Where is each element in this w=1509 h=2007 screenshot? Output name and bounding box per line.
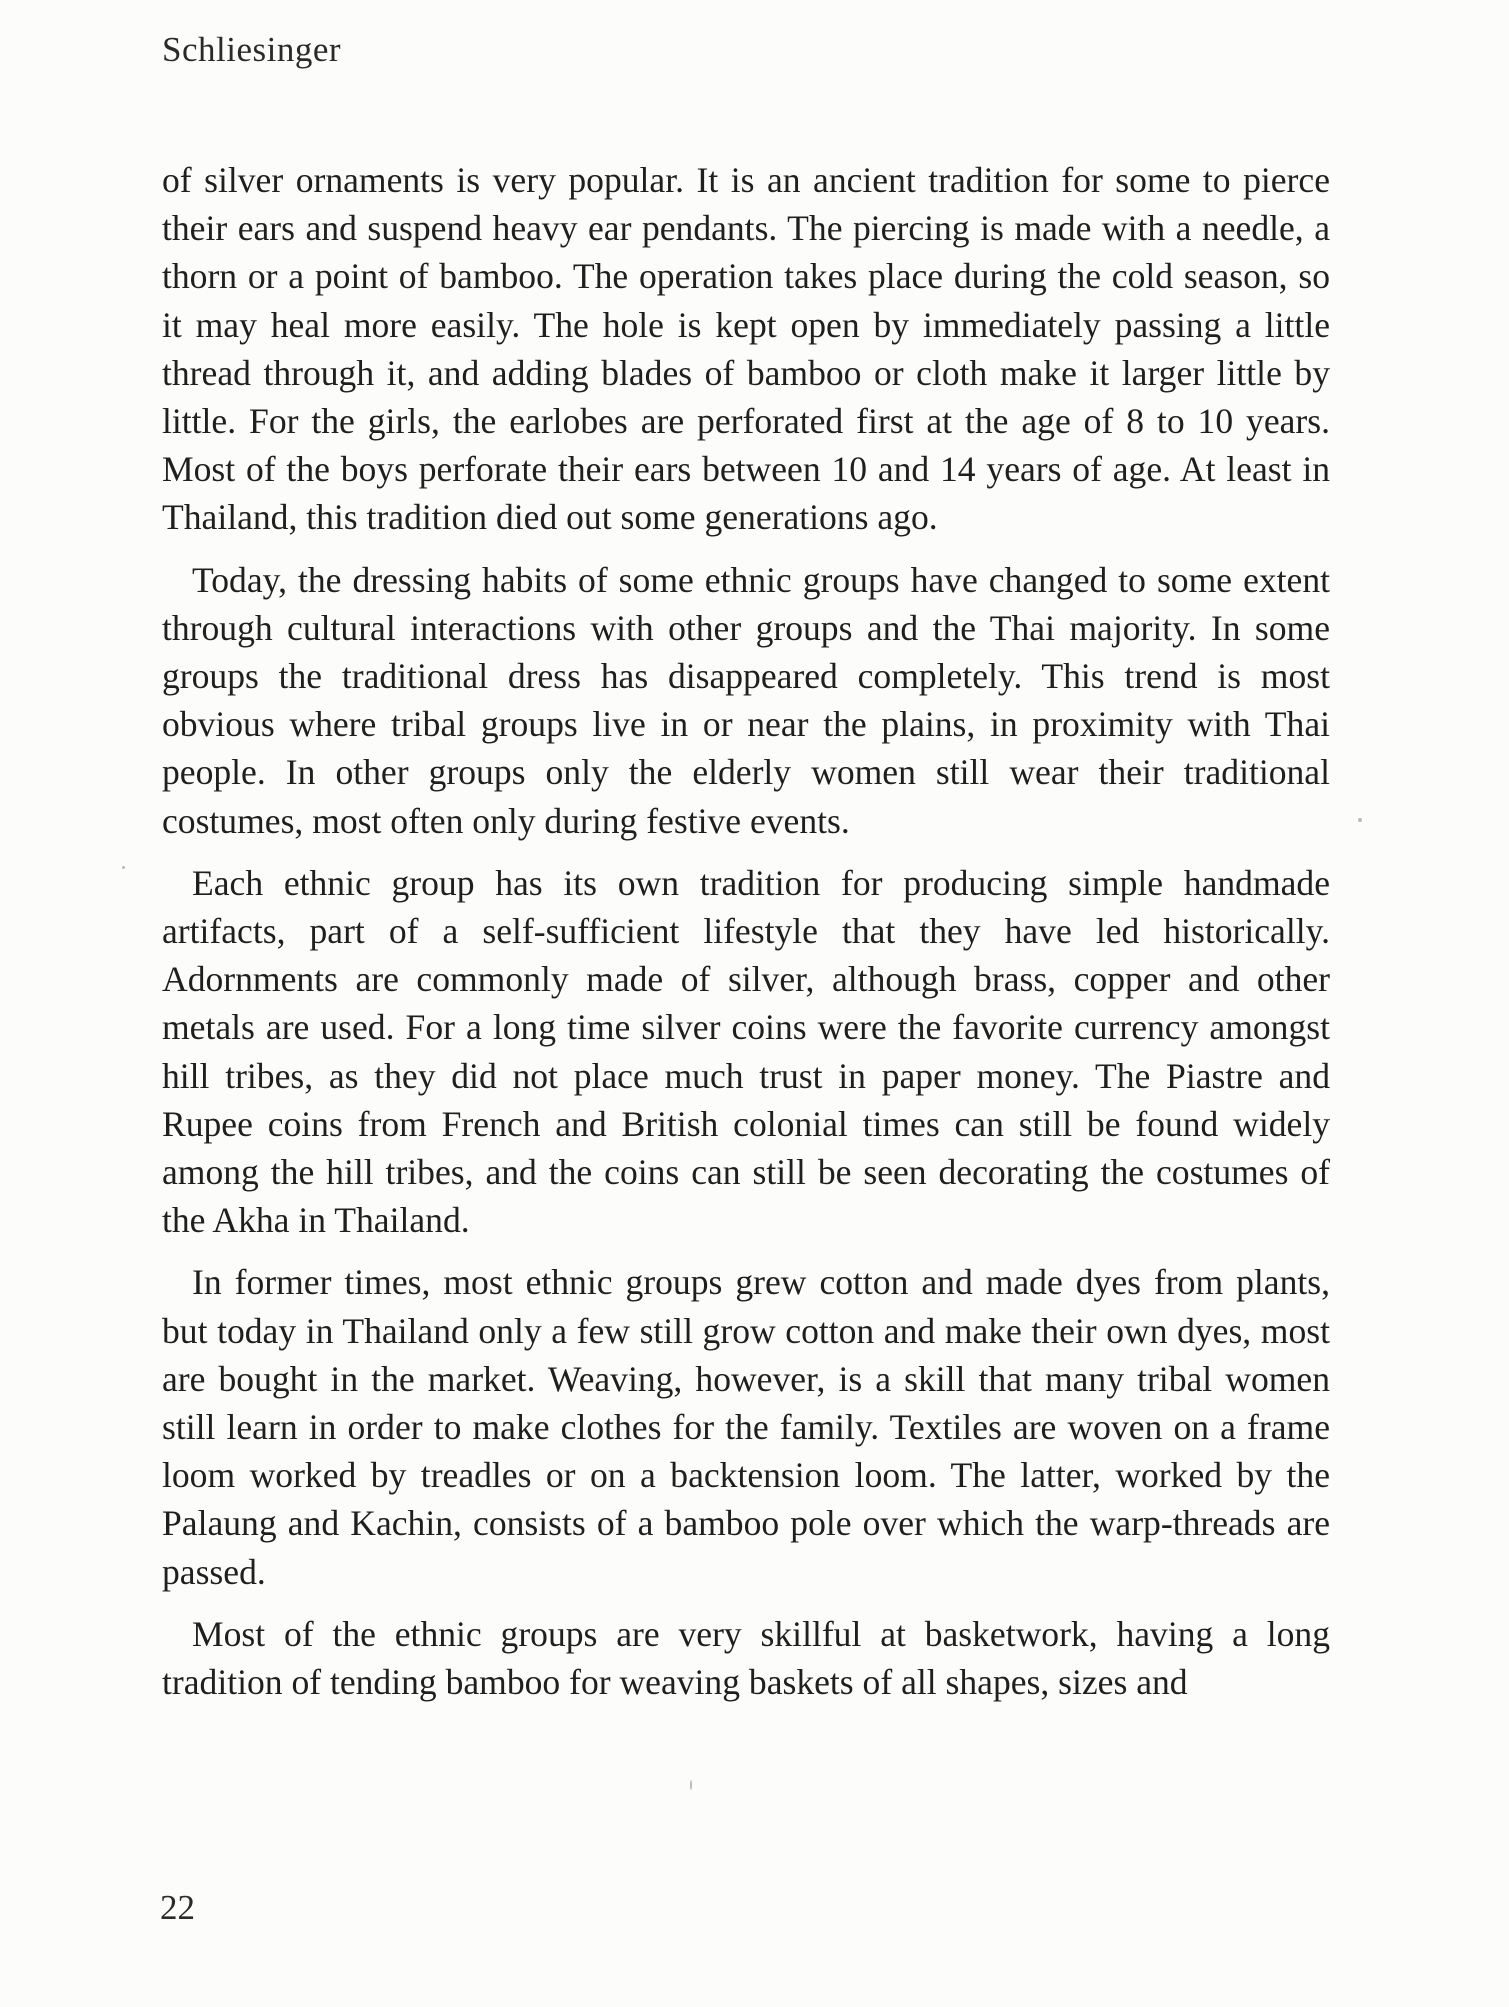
scan-speck bbox=[1358, 818, 1362, 822]
page-number: 22 bbox=[160, 1888, 195, 1927]
paragraph-handmade-artifacts: Each ethnic group has its own tradition for producing simple handmade artifacts, part of a self-sufficient lifestyle that they have led historically. Adornments are commonly made of silver, although brass, copper and other metals are used. For a long time silver coins were the favorite currency amongst hill tribes, as they did not place much trust in paper money. The Piastre and Rupee coins from French and British colonial times can still be found widely among the hill tribes, and the coins can still be seen decorating the costumes of the Akha in Thailand. bbox=[162, 862, 1330, 1241]
body-text bbox=[162, 156, 1330, 1720]
paragraph-weaving: In former times, most ethnic groups grew cotton and made dyes from plants, but today in Thailand only a few still grow cotton and make their own dyes, most are bought in the market. Weaving, however, is a skill that many tribal women still learn in order to make clothes for the family. Textiles are woven on a frame loom worked by treadles or on a backtension loom. The latter, worked by the Palaung and Kachin, consists of a bamboo pole over which the warp-threads are passed. bbox=[162, 1262, 1330, 1592]
paragraph-dressing-habits: Today, the dressing habits of some ethnic groups have changed to some extent through cultural interactions with other groups and the Thai majority. In some groups the traditional dress has disappeared completely. This trend is most obvious where tribal groups live in or near the plains, in proximity with Thai people. In other groups only the elderly women still wear their traditional costumes, most often only during festive events. bbox=[162, 559, 1330, 841]
scan-speck bbox=[122, 866, 125, 869]
running-header: Schliesinger bbox=[162, 30, 342, 69]
paragraph-continued: of silver ornaments is very popular. It is an ancient tradition for some to pierce their ears and suspend heavy ear pendants. The piercing is made with a needle, a thorn or a point of bamboo. The operation takes place during the cold season, so it may heal more easily. The hole is kept open by immediately passing a little thread through it, and adding blades of bamboo or cloth make it larger little by little. For the girls, the earlobes are perforated first at the age of 8 to 10 years. Most of the boys perforate their ears between 10 and 14 years of age. At least in Thailand, this tradition died out some generations ago. bbox=[162, 160, 1330, 538]
scan-speck bbox=[690, 1780, 692, 1790]
paragraph-basketwork: Most of the ethnic groups are very skillful at basketwork, having a long tradition of tending bamboo for weaving baskets of all shapes, sizes and bbox=[162, 1613, 1330, 1703]
